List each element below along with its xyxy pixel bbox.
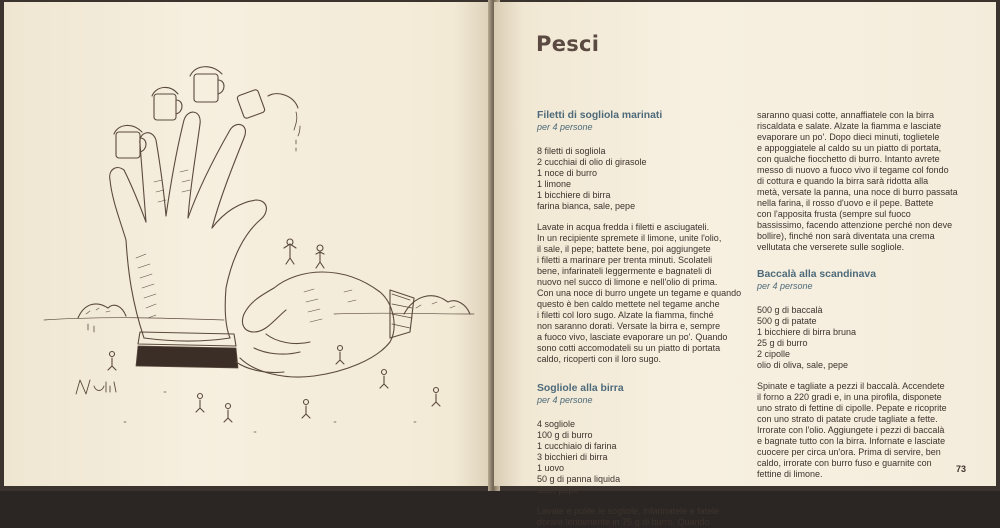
ingredient: 1 uovo [537, 463, 565, 473]
recipe-serves: per 4 persone [537, 395, 593, 405]
spacer [537, 365, 742, 383]
instruction-line: caldo, irrorate con burro fuso e guarnite con [757, 458, 932, 468]
ingredient: 1 noce di burro [537, 168, 598, 178]
ingredient-list [537, 419, 742, 496]
spacer [757, 253, 967, 269]
instruction-line: In un recipiente spremete il limone, unite l'olio, [537, 233, 722, 243]
left-page [4, 2, 492, 486]
instruction-line: e bagnate tutto con la birra. Infornate e lasciate [757, 436, 946, 446]
ingredient: 1 bicchiere di birra [537, 190, 611, 200]
hand-beer-illustration [4, 2, 492, 486]
instruction-line: dorare lentamente in 75 g di burro. Quando [537, 517, 710, 527]
instruction-line: metà, versate la panna, una noce di burro passata [757, 187, 958, 197]
recipe-title: Filetti di sogliola marinati [537, 110, 663, 121]
recipe-column-left [537, 110, 742, 528]
instruction-line: vellutata che verserete sulle sogliole. [757, 242, 905, 252]
instruction-line: il forno a 220 gradi e, in una pirofila, disponete [757, 392, 942, 402]
recipe-title: Sogliole alla birra [537, 383, 624, 394]
instruction-line: saranno quasi cotte, annaffiatele con la birra [757, 110, 934, 120]
instruction-line: i filetti a marinare per trenta minuti. Scolateli [537, 255, 713, 265]
ingredient: 1 limone [537, 179, 572, 189]
ingredient: 1 bicchiere di birra bruna [757, 327, 857, 337]
instruction-line: con uno strato di patate crude tagliate a fette. [757, 414, 938, 424]
instruction-line: a fuoco vivo, lasciate evaporare un po'. Quando [537, 332, 728, 342]
instruction-line: il sale, il pepe; battete bene, poi aggiungete [537, 244, 711, 254]
recipe-serves: per 4 persone [757, 281, 813, 291]
ingredient-list [757, 305, 967, 371]
recipe-continuation [757, 110, 967, 253]
ingredient: 500 g di patate [757, 316, 817, 326]
recipe-serves: per 4 persone [537, 122, 593, 132]
ingredient: farina bianca, sale, pepe [537, 201, 636, 211]
instruction-line: nella farina, il rosso d'uovo e il pepe. Battete [757, 198, 934, 208]
ingredient: 100 g di burro [537, 430, 593, 440]
page-number: 73 [955, 464, 966, 474]
ingredient: 25 g di burro [757, 338, 808, 348]
instruction-line: e appoggiatele al caldo su un piatto di portata, [757, 143, 942, 153]
ingredient: 3 bicchieri di birra [537, 452, 608, 462]
instruction-line: nuovo nel succo di limone e nell'olio di prima. [537, 277, 718, 287]
instruction-line: Con una noce di burro ungete un tegame e quando [537, 288, 742, 298]
instruction-line: non saranno dorati. Versate la birra e, sempre [537, 321, 721, 331]
instruction-line: con qualche fiocchetto di burro. Intanto avrete [757, 154, 940, 164]
right-page [494, 2, 996, 527]
section-title: Pesci [536, 32, 600, 56]
instruction-line: Lavate in acqua fredda i filetti e asciugateli. [537, 222, 710, 232]
instruction-line: uno strato di fettine di cipolle. Pepate e ricoprite [757, 403, 947, 413]
ingredient: olio di oliva, sale, pepe [757, 360, 849, 370]
instruction-line: Spinate e tagliate a pezzi il baccalà. Accendete [757, 381, 945, 391]
instruction-line: Lavate e pulite le sogliole, infarinatele e fatele [537, 506, 720, 516]
instruction-line: bassissimo, facendo attenzione perché non deve [757, 220, 953, 230]
recipe-column-right [757, 110, 967, 480]
instruction-line: di cottura e quando la birra sarà ridotta alla [757, 176, 929, 186]
recipe-sogliole-alla-birra [537, 383, 742, 528]
instruction-line: caldo, ricoperti con il loro sugo. [537, 354, 662, 364]
ingredient: 2 cucchiai di olio di girasole [537, 157, 647, 167]
ingredient: 2 cipolle [757, 349, 791, 359]
instruction-line: Irrorate con l'olio. Aggiungete i pezzi di baccalà [757, 425, 945, 435]
instruction-line: fettine di limone. [757, 469, 823, 479]
instruction-line: cuocere per circa un'ora. Prima di servire, ben [757, 447, 941, 457]
recipe-filetti-di-sogliola [537, 110, 742, 365]
recipe-instructions [537, 506, 742, 528]
instruction-line: sono cotti accomodateli su un piatto di portata [537, 343, 721, 353]
recipe-instructions [757, 381, 967, 480]
instruction-line: i filetti col loro sugo. Alzate la fiamma, finché [537, 310, 714, 320]
ingredient: 500 g di baccalà [757, 305, 823, 315]
instruction-line: questo è ben caldo mettete nel tegame anche [537, 299, 720, 309]
ingredient: 1 cucchiaio di farina [537, 441, 617, 451]
ingredient-list [537, 146, 742, 212]
recipe-baccala-alla-scandinava [757, 269, 967, 480]
ingredient: sale, pepe [537, 485, 579, 495]
recipe-title: Baccalà alla scandinava [757, 269, 876, 280]
instruction-line: evaporare un po'. Dopo dieci minuti, toglietele [757, 132, 940, 142]
recipe-instructions [537, 222, 742, 365]
instruction-line: con l'apposita frusta (sempre sul fuoco [757, 209, 911, 219]
instruction-line: bollire), finché non sarà diventata una crema [757, 231, 935, 241]
ingredient: 8 filetti di sogliola [537, 146, 606, 156]
ingredient: 50 g di panna liquida [537, 474, 621, 484]
ingredient: 4 sogliole [537, 419, 576, 429]
instruction-line: messo di nuovo a fuoco vivo il tegame col fondo [757, 165, 949, 175]
instruction-line: riscaldata e salate. Alzate la fiamma e lasciate [757, 121, 942, 131]
instruction-line: bene, infarinateli leggermente e bagnateli di [537, 266, 712, 276]
